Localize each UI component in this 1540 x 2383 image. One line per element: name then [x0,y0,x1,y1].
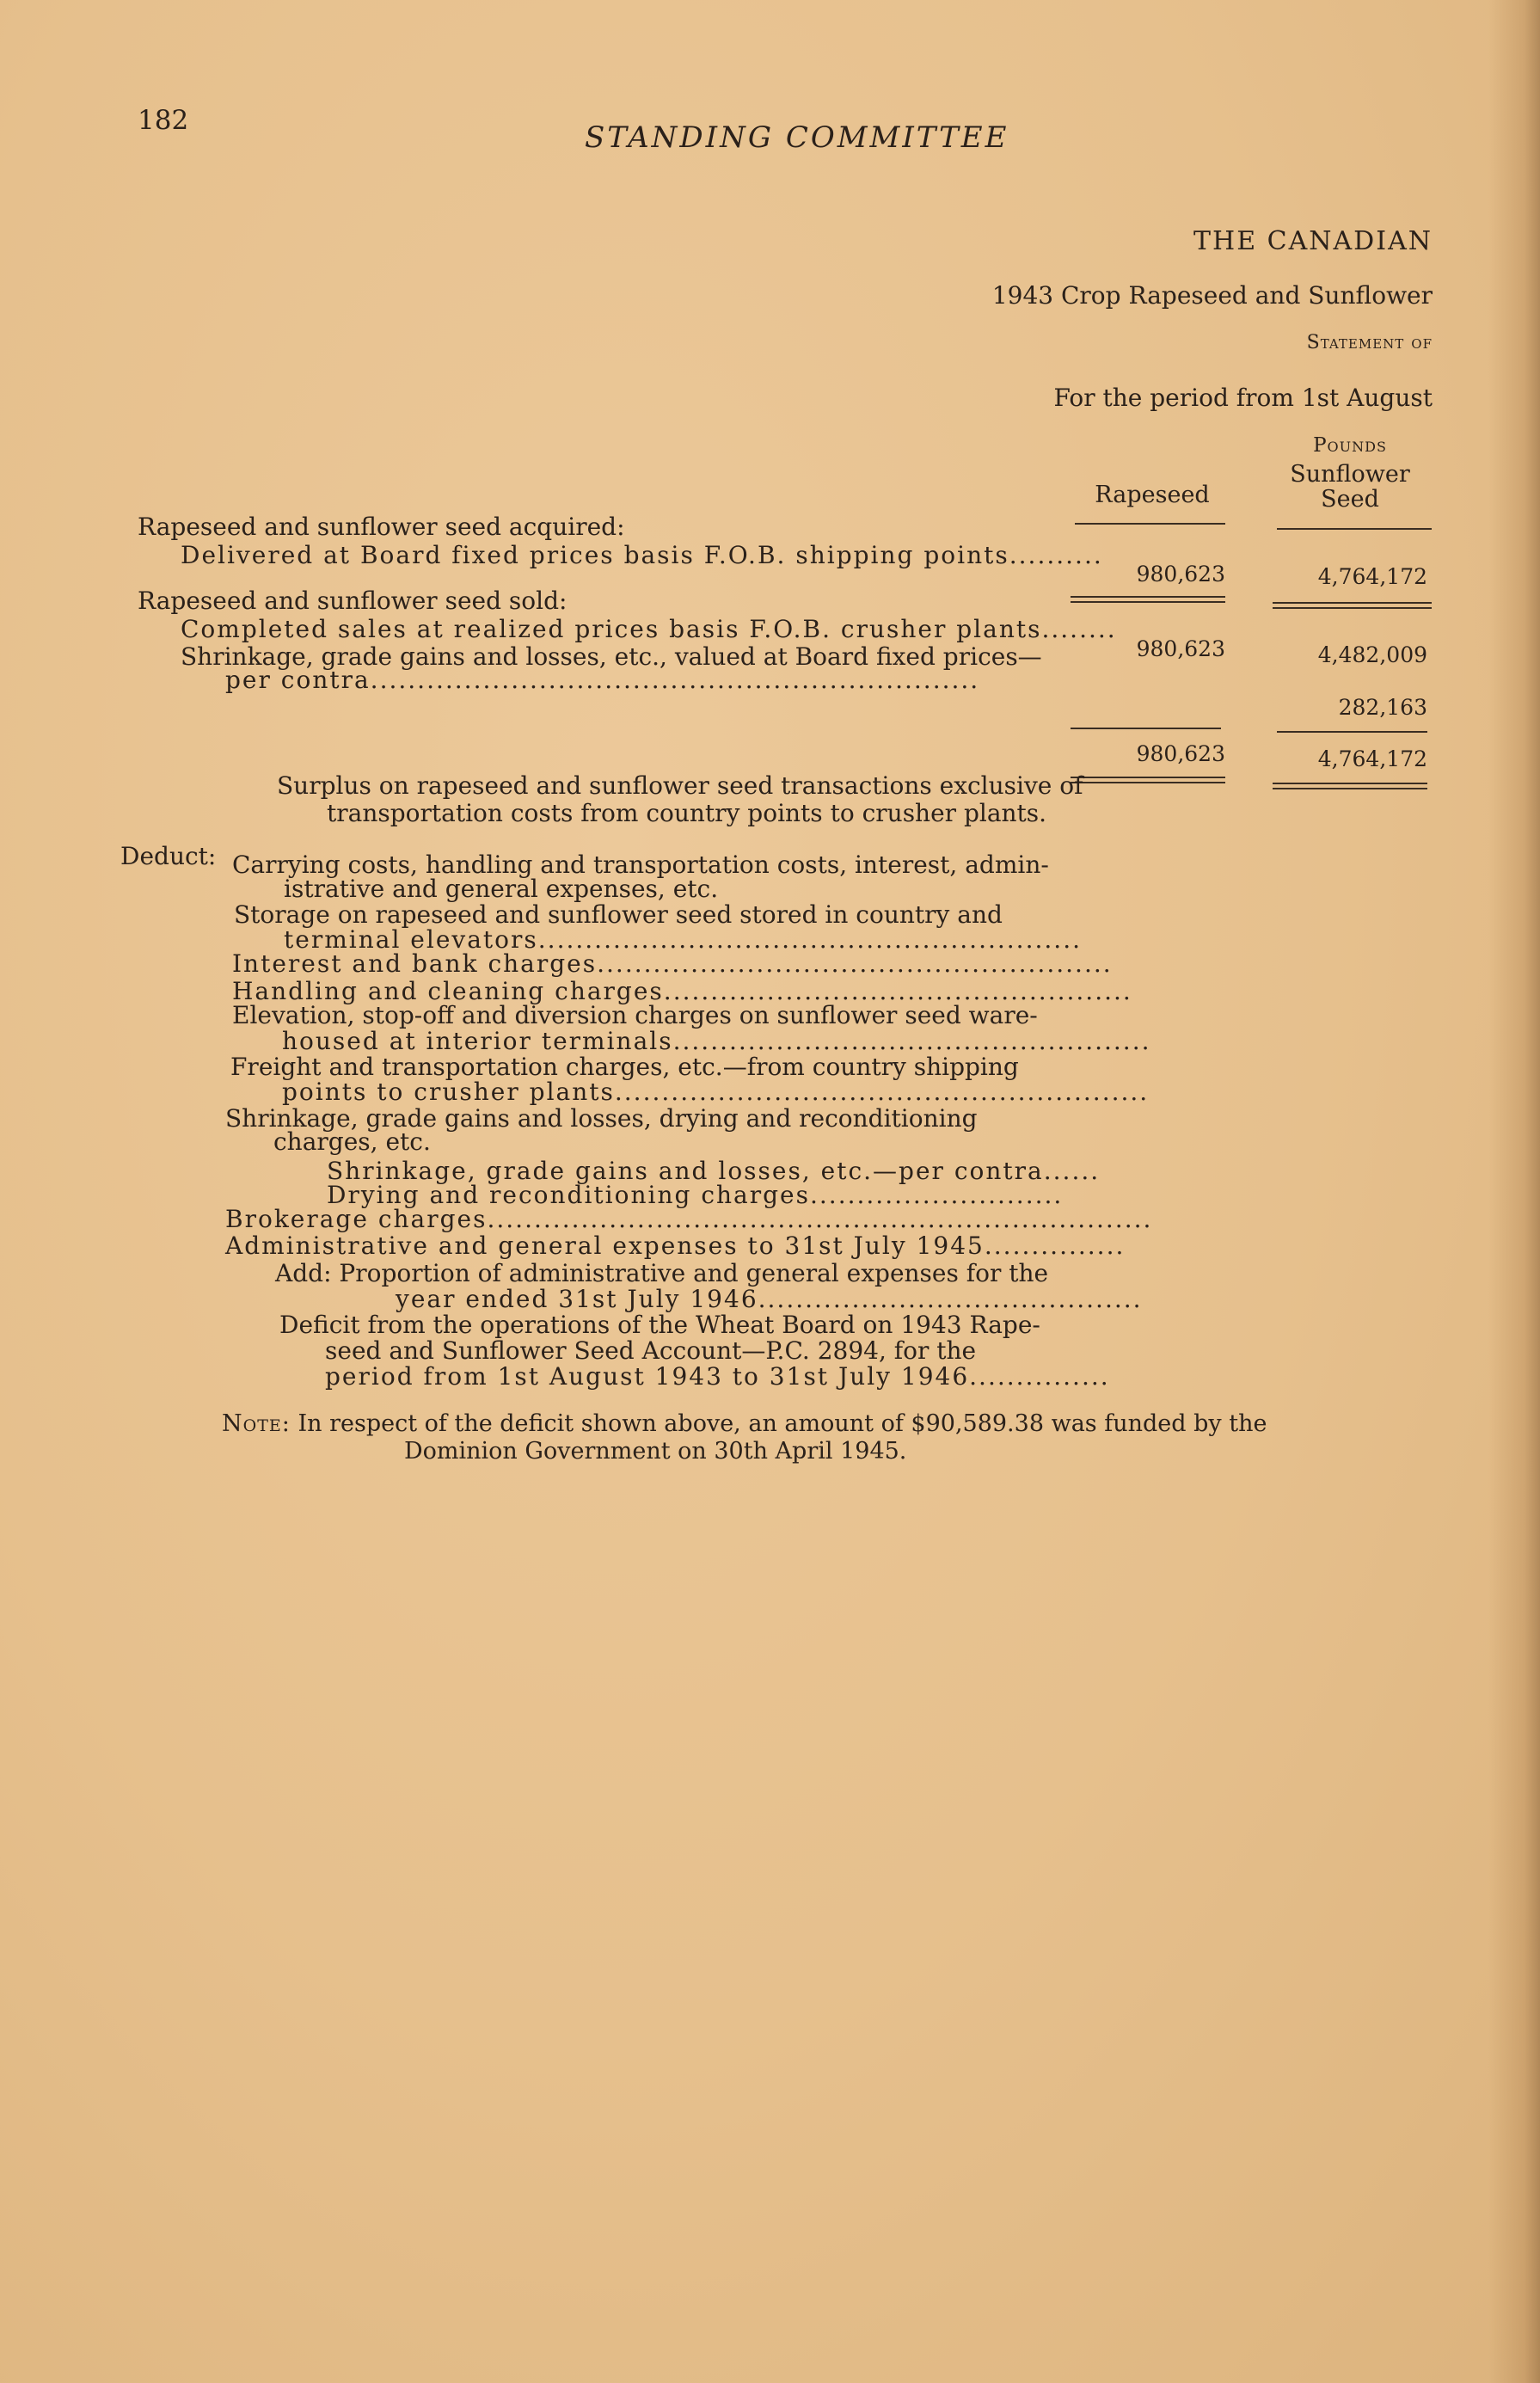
deduct-line-19: Deficit from the operations of the Wheat Board on 1943 Rape- [279,1311,1040,1339]
sold-sunflower-double-rule [1273,783,1427,789]
sold-total-rapeseed: 980,623 [1136,741,1225,766]
sold-item-2-line-2: per contra................................................................. [225,666,980,694]
deduct-line-5: Interest and bank charges....................................................... [232,949,1113,978]
deduct-line-12: charges, etc. [273,1127,431,1156]
sold-sunflower-rule [1277,731,1427,733]
deduct-line-17: Add: Proportion of administrative and general expenses for the [275,1259,1049,1287]
page-number: 182 [138,105,189,136]
title-line-2: 1943 Crop Rapeseed and Sunflower [991,281,1433,310]
acquired-rapeseed-double-rule [1071,596,1225,603]
sold-item-1-sunflower: 4,482,009 [1317,642,1427,667]
column-heading-sunflower-2: Seed [1321,486,1379,513]
acquired-sunflower-value: 4,764,172 [1317,564,1427,589]
column-heading-rapeseed: Rapeseed [1095,482,1210,508]
surplus-line-2: transportation costs from country points to crusher plants. [327,799,1047,827]
sold-rapeseed-rule [1071,728,1221,729]
acquired-sunflower-double-rule [1273,602,1432,609]
deduct-line-2: istrative and general expenses, etc. [284,875,719,903]
column-rule-rapeseed [1075,523,1225,525]
running-head: STANDING COMMITTEE [585,120,1009,155]
column-group-heading: Pounds [1313,434,1387,457]
title-line-4: For the period from 1st August [1053,384,1433,412]
deduct-line-14: Drying and reconditioning charges........................... [327,1181,1064,1209]
title-line-3: Statement of [1306,332,1433,353]
note-line-2: Dominion Government on 30th April 1945. [404,1438,907,1465]
sold-item-2-line-1: Shrinkage, grade gains and losses, etc., valued at Board fixed prices— [181,642,1042,671]
title-line-1: THE CANADIAN [1193,226,1433,256]
note-label: Note: [222,1410,291,1437]
sold-item-1-rapeseed: 980,623 [1136,636,1225,661]
deduct-line-4: terminal elevators.......................................................... [284,925,1082,954]
deduct-line-20: seed and Sunflower Seed Account—P.C. 2894, for the [325,1336,977,1365]
deduct-line-7: Elevation, stop-off and diversion charges on sunflower seed ware- [232,1001,1038,1029]
deduct-line-3: Storage on rapeseed and sunflower seed stored in country and [234,900,1003,929]
acquired-item: Delivered at Board fixed prices basis F.O.B. shipping points.......... [181,541,1103,569]
column-rule-sunflower [1277,528,1432,530]
deduct-line-11: Shrinkage, grade gains and losses, drying and reconditioning [225,1104,978,1133]
deduct-line-13: Shrinkage, grade gains and losses, etc.—per contra...... [327,1157,1101,1185]
deduct-line-6: Handling and cleaning charges.................................................. [232,977,1132,1005]
page-edge-shadow [1488,0,1540,2383]
sold-total-sunflower: 4,764,172 [1317,746,1427,771]
sold-item-1: Completed sales at realized prices basis F.O.B. crusher plants........ [181,615,1117,643]
acquired-rapeseed-value: 980,623 [1136,562,1225,587]
deduct-line-18: year ended 31st July 1946......................................... [396,1285,1143,1313]
sold-item-2-sunflower: 282,163 [1338,695,1427,720]
deduct-label: Deduct: [120,842,217,870]
sold-rapeseed-double-rule [1071,777,1225,783]
deduct-line-8: housed at interior terminals................................................... [282,1027,1151,1055]
deduct-line-1: Carrying costs, handling and transportation costs, interest, admin- [232,851,1049,879]
deduct-line-10: points to crusher plants......................................................... [282,1078,1150,1106]
deduct-line-9: Freight and transportation charges, etc.—from country shipping [230,1053,1019,1081]
deduct-line-16: Administrative and general expenses to 31st July 1945............... [225,1231,1126,1260]
acquired-heading: Rapeseed and sunflower seed acquired: [138,513,625,541]
note-line-1: In respect of the deficit shown above, an amount of $90,589.38 was funded by the [298,1410,1267,1437]
surplus-line-1: Surplus on rapeseed and sunflower seed transactions exclusive of [277,771,1083,800]
sold-heading: Rapeseed and sunflower seed sold: [138,587,568,615]
deduct-line-15: Brokerage charges....................................................................... [225,1205,1153,1233]
note [222,1410,1267,1465]
column-heading-sunflower-1: Sunflower [1290,461,1410,488]
deduct-line-21: period from 1st August 1943 to 31st July 1946............... [325,1362,1110,1391]
